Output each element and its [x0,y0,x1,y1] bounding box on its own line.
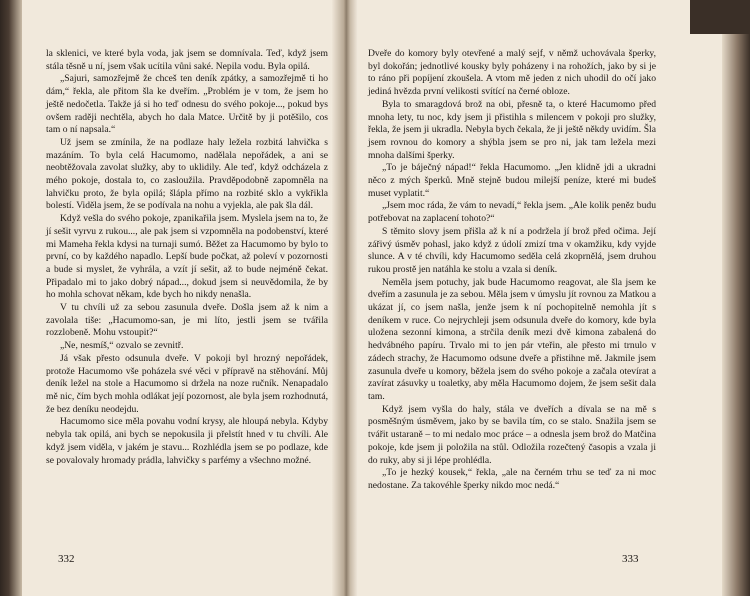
paragraph: Byla to smaragdová brož na obi, přesně ta, o které Hacumomo před mnoha lety, tu noc, kdy jsem ji přistihla s milencem v pokoji pro služky, řekla, že jsem ji ukradla. Nebyla bych čekala, že ji ještě někdy uvidím. Šla jsem rovnou do komory a shýbla jsem se pro ni, jak tam ležela mezi mnoha dalšími šperky. [368,98,656,161]
paragraph: „To je hezký kousek,“ řekla, „ale na černém trhu se teď za ni moc nedostane. Za takovéhle šperky nikdo moc nedá.“ [368,467,656,491]
paragraph: Hacumomo sice měla povahu vodní krysy, ale hloupá nebyla. Kdyby nebyla tak opilá, ani bych se nepokusila ji přelstít hned v tu chvíli. Ale když jsem viděla, v jakém je stavu... Rozhlédla jsem se po podlaze, kde se povalovaly hromady prádla, lahvičky s parfémy a všechno možné. [46,416,328,466]
right-page-text [368,48,656,493]
book-edge-right [722,0,750,596]
left-page-text [46,48,328,467]
paragraph: Dveře do komory byly otevřené a malý sejf, v němž uchovávala šperky, byl dokořán; jednotlivé kousky byly poházeny i na rohožích, jako by si je to ráno při popíjení zkoušela. A vtom mě jeden z nich uhodil do očí jako jediná hvězda první velikosti svítící na černé obloze. [368,48,656,98]
paragraph: „Jsem moc ráda, že vám to nevadí,“ řekla jsem. „Ale kolik peněz budu potřebovat na zaplacení tohoto?“ [368,200,656,225]
paragraph: Já však přesto odsunula dveře. V pokoji byl hrozný nepořádek, protože Hacumomo vše poházela své věci v přípravě na stěhování. Můj deník ležel na stole a Hacumomo si držela na noze ručník. Nenapadalo mě nic, čím bych mohla odlákat její pozornost, ale byla jsem rozhodnutá, že bez deníku neodejdu. [46,352,328,415]
paragraph: „Sajuri, samozřejmě že chceš ten deník zpátky, a samozřejmě ti ho dám,“ řekla, ale přitom šla ke dveřím. „Problém je v tom, že jsem ho ještě nedočetla. Takže já si ho teď odnesu do svého pokoje..., pokud bys ovšem raději nechtěla, abych ho dala Matce. Určitě by ji potěšilo, cos tam o ní napsala.“ [46,73,328,136]
paragraph: la sklenici, ve které byla voda, jak jsem se domnívala. Teď, když jsem stála těsně u ní, jsem však ucítila vůni saké. Nepila vodu. Byla opilá. [46,48,328,72]
background-corner [690,0,750,34]
page-number-left: 332 [58,553,75,565]
paragraph: „To je báječný nápad!“ řekla Hacumomo. „Jen klidně jdi a ukradni něco z mých šperků. Mně stejně budou milejší peníze, které mi budeš muset vyplatit.“ [368,162,656,199]
paragraph: „Ne, nesmíš,“ ozvalo se zevnitř. [60,340,184,352]
paragraph: Už jsem se zmínila, že na podlaze haly ležela rozbitá lahvička s mazáním. To byla celá Hacumomo, nadělala nepořádek, a ani se neobtěžovala zavolat služky, aby to uklidily. Ale teď, když odcházela z mého pokoje, dostala to, co zasloužila. Pravděpodobně zapomněla na lahvičku proto, že byla opilá; šlápla přímo na rozbité sklo a vykřikla bolestí. Viděla jsem, že se podívala na nohu a vyjekla, ale pak šla dál. [46,136,328,212]
paragraph: V tu chvíli už za sebou zasunula dveře. Došla jsem až k nim a zavolala tiše: „Hacumomo-san, je mi líto, jestli jsem se tvářila rozzlobeně. Mohu vstoupit?“ [46,302,328,339]
paragraph: Když jsem vyšla do haly, stála ve dveřích a dívala se na mě s posměšným úsměvem, jako by se bavila tím, co se stalo. Snažila jsem se tvářit ustaraně – to mi nedalo moc práce – a odnesla jsem brož do Matčina pokoje, kde jsem ji položila na stůl. Odložila rozečtený časopis a vzala ji do ruky, aby si ji lépe prohlédla. [368,403,656,466]
page-number-right: 333 [622,553,639,565]
book-gutter [332,0,358,596]
book-edge-left [0,0,22,596]
paragraph: S těmito slovy jsem přišla až k ní a podržela jí brož před očima. Její zářivý úsměv pohasl, jako když z údolí zmizí tma v okamžiku, kdy vyjde slunce. A v té chvíli, kdy Hacumomo seděla celá zkoprnělá, jsem druhou rukou prostě jen natáhla ke stolu a vzala si deník. [368,225,656,275]
paragraph: Když vešla do svého pokoje, zpanikařila jsem. Myslela jsem na to, že jí sešit vyrvu z rukou..., ale pak jsem si vzpomněla na podobenství, které mi Mameha řekla kdysi na turnaji sumó. Běžet za Hacumomo by bylo to první, co by každého napadlo. Lepší bude počkat, až poleví v pozornosti a bude si myslet, že vyhrála, a vzít jí sešit, až to bude nejméně čekat. Připadalo mi to jako dobrý nápad..., dokud jsem si neuvědomila, že by ho mohla schovat někam, kde bych ho nikdy nenašla. [46,213,328,301]
paragraph: Neměla jsem potuchy, jak bude Hacumomo reagovat, ale šla jsem ke dveřím a zasunula je za sebou. Měla jsem v úmyslu jít rovnou za Matkou a ukázat jí, co jsem našla, jenže jsem k ní pochopitelně nemohla jít s deníkem v ruce. Co nejrychleji jsem odsunula dveře do komory, kde byla uložena sezonní kimona, a strčila deník mezi dvě kimona zabalená do hedvábného papíru. Trvalo mi to jen pár vteřin, ale přesto mi trnulo v zádech strachy, že Hacumomo odsune dveře a přistihne mě. Jakmile jsem zasunula dveře u komory, běžela jsem do svého pokoje a začala otevírat a zavírat zásuvky u toaletky, aby měla Hacumomo dojem, že jsem sešit dala tam. [368,276,656,402]
